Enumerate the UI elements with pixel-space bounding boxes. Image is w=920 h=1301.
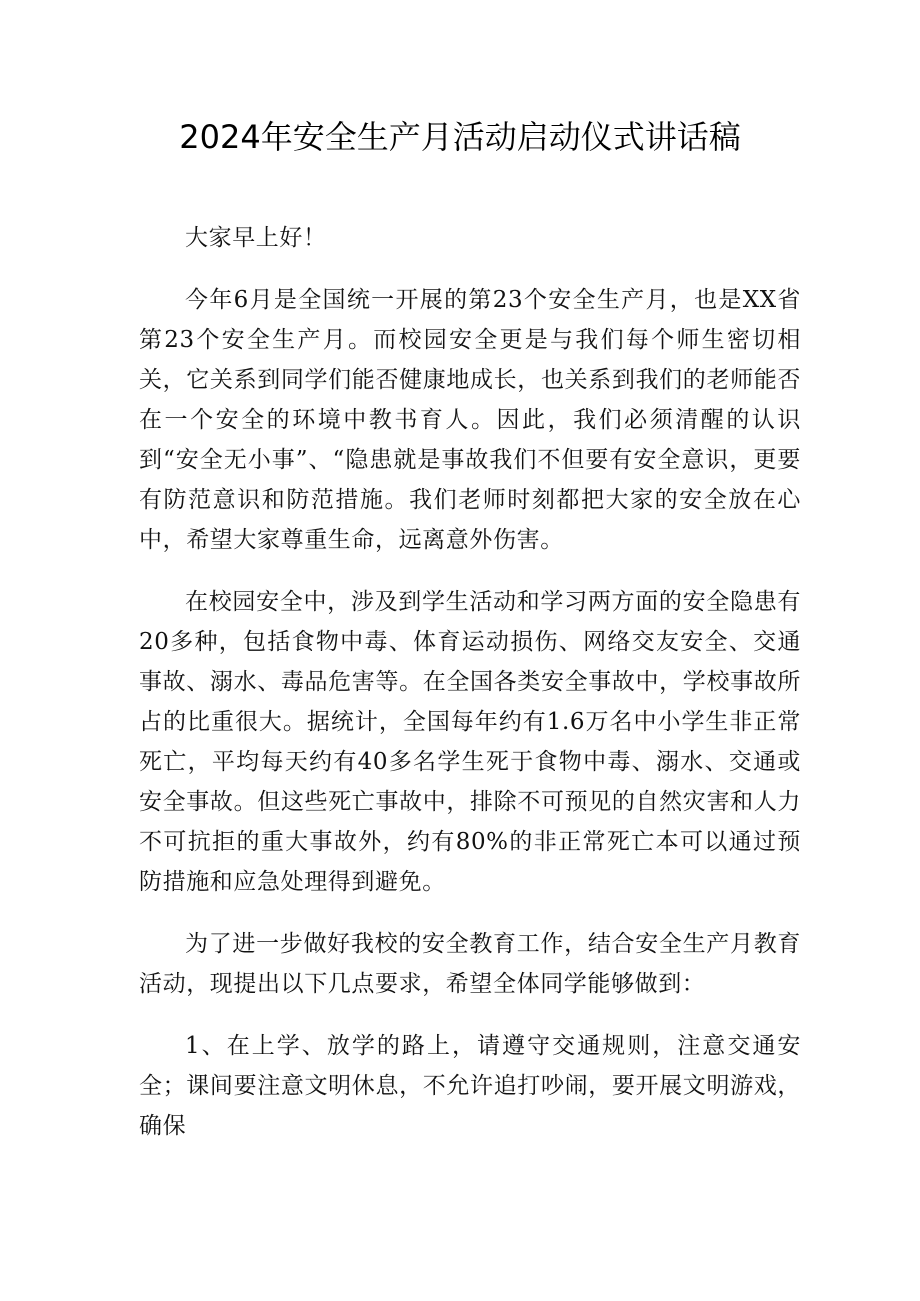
paragraph-requirement-1: 1、在上学、放学的路上，请遵守交通规则，注意交通安全；课间要注意文明休息，不允许追打吵闹，要开展文明游戏，确保	[139, 1033, 801, 1139]
paragraph-requirements-intro: 为了进一步做好我校的安全教育工作，结合安全生产月教育活动，现提出以下几点要求，希望全体同学能够做到：	[139, 931, 801, 997]
paragraph-intro: 今年6月是全国统一开展的第23个安全生产月，也是XX省第23个安全生产月。而校园安全更是与我们每个师生密切相关，它关系到同学们能否健康地成长，也关系到我们的老师能否在一个安全的环境中教书育人。因此，我们必须清醒的认识到“安全无小事”、“隐患就是事故我们不但要有安全意识，更要有防范意识和防范措施。我们老师时刻都把大家的安全放在心中，希望大家尊重生命，远离意外伤害。	[139, 287, 801, 553]
paragraph-greeting: 大家早上好！	[185, 225, 327, 251]
paragraph-statistics: 在校园安全中，涉及到学生活动和学习两方面的安全隐患有20多种，包括食物中毒、体育运动损伤、网络交友安全、交通事故、溺水、毒品危害等。在全国各类安全事故中，学校事故所占的比重很大。据统计，全国每年约有1.6万名中小学生非正常死亡，平均每天约有40多名学生死于食物中毒、溺水、交通或安全事故。但这些死亡事故中，排除不可预见的自然灾害和人力不可抗拒的重大事故外，约有80%的非正常死亡本可以通过预防措施和应急处理得到避免。	[139, 589, 801, 895]
document-title: 2024年安全生产月活动启动仪式讲话稿	[179, 118, 741, 156]
document-body	[139, 218, 801, 1146]
